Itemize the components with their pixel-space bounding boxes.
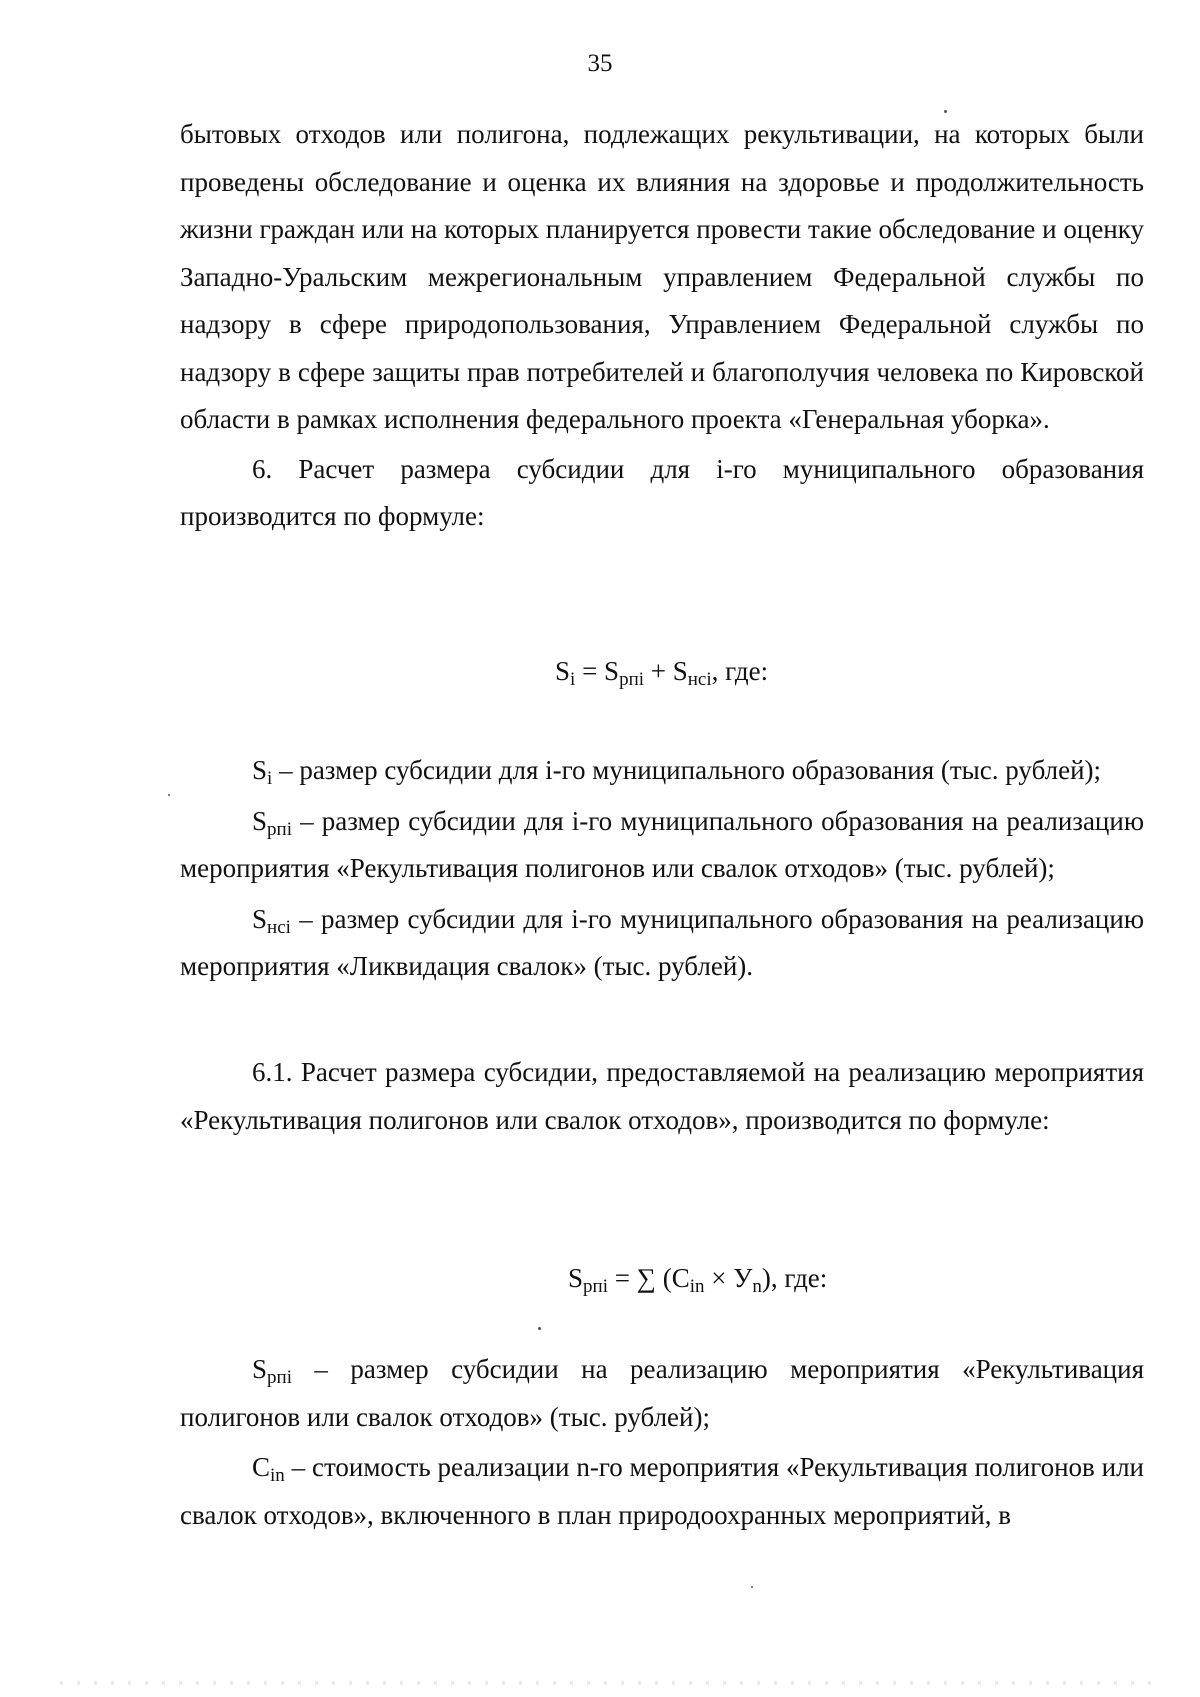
paragraph-item-6-1 <box>180 1049 1144 1144</box>
definition-si: $S_i$ – размер субсидии для i-го муниципального образования (тыс. рублей); <box>252 755 1102 789</box>
formula-subsidy-total: $S_i = S_{рпi} + S_{нсi}$, где: <box>555 656 769 690</box>
paragraph-continuation: бытовых отходов или полигона, подлежащих рекультивации, на которых были проведены обследование и оценка их влияния на здоровье и продолжительность жизни граждан или на которых планируется провести такие обследование и оценку Западно-Уральским межрегиональным управлением Федеральной службы по надзору в сфере природопользования, Управлением Федеральной службы по надзору в сфере защиты прав потребителей и благополучия человека по Кировской области в рамках исполнения федерального проекта «Генеральная уборка». <box>180 119 1144 434</box>
continued-text-block <box>180 111 1144 541</box>
definition-srpi: $S_{рпi}$ – размер субсидии для i-го муниципального образования на реализацию мероприятия «Рекультивация полигонов или свалок отходов» (тыс. рублей); <box>180 805 1144 883</box>
definition-cin: $C_{in}$ – стоимость реализации n-го мероприятия «Рекультивация полигонов или свалок отходов», включенного в план природоохранных мероприятий, в <box>180 1452 1144 1530</box>
scan-speck <box>538 1327 541 1330</box>
paragraph-item-6: 6. Расчет размера субсидии для i-го муниципального образования производится по формуле: <box>180 453 1144 531</box>
scan-speck <box>168 794 170 796</box>
scan-speck <box>751 1586 753 1588</box>
formula-subsidy-recultivation: $S_{рпi}$ = ∑ $(C_{in} \times У_n)$, где: <box>568 1263 828 1297</box>
page-number: 35 <box>587 50 613 77</box>
definitions-block-2 <box>180 1346 1144 1539</box>
scan-speck <box>944 110 947 113</box>
definition-snsi: $S_{нсi}$ – размер субсидии для i-го муниципального образования на реализацию мероприятия «Ликвидация свалок» (тыс. рублей). <box>180 903 1144 981</box>
definition-srpi-2: $S_{рпi}$ – размер субсидии на реализацию мероприятия «Рекультивация полигонов или свалок отходов» (тыс. рублей); <box>180 1354 1144 1432</box>
paragraph-6-1-text: 6.1. Расчет размера субсидии, предоставляемой на реализацию мероприятия «Рекультивация полигонов или свалок отходов», производится по формуле: <box>180 1057 1144 1135</box>
definitions-block-1 <box>180 747 1144 991</box>
scan-edge-noise <box>60 1681 1160 1685</box>
